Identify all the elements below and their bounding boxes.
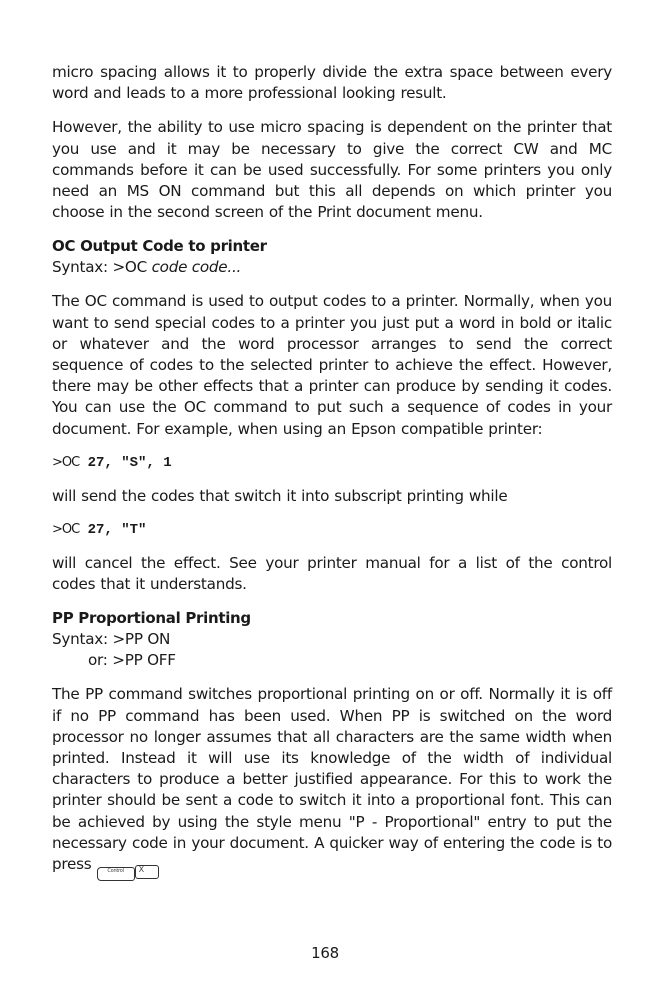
syntax-oc-args: code code...: [151, 258, 242, 277]
document-page: [52, 62, 612, 881]
oc-after-code-2: will cancel the effect. See your printer manual for a list of the control codes that it understands.: [52, 554, 612, 594]
section-oc: [52, 236, 612, 278]
pp-description: [52, 684, 612, 881]
oc-after-code-1: will send the codes that switch it into subscript printing while: [52, 486, 508, 505]
page-number: 168: [311, 944, 339, 962]
code-example-1: [52, 453, 612, 473]
x-key-icon: X: [135, 865, 159, 879]
code-prompt: >OC: [52, 522, 80, 538]
section-heading-oc: OC Output Code to printer: [52, 237, 267, 256]
control-key-icon: Control: [97, 867, 135, 881]
code-example-2: [52, 520, 612, 540]
syntax-oc-label: Syntax: >OC: [52, 258, 152, 277]
syntax-pp-on: Syntax: >PP ON: [52, 630, 171, 649]
code-args: 27, "T": [79, 522, 147, 539]
code-prompt: >OC: [52, 454, 80, 470]
section-pp: [52, 608, 612, 671]
syntax-oc: [52, 257, 612, 278]
pp-description-text: The PP command switches proportional printing on or off. Normally it is off if no PP command has been used. When PP is switched on the word processor no longer assumes that all characters are the same width when printed. Instead it will use its knowledge of the width of individual characters to produce a better justified appearance. For this to work the printer should be sent a code to switch it into a proportional font. This can be achieved by using the style menu "P - Proportional" entry to put the necessary code in your document. A quicker way of entering the code is to press: [52, 685, 612, 874]
intro-paragraph-1: micro spacing allows it to properly divide the extra space between every word and leads to a more professional looking result.: [52, 63, 612, 103]
intro-paragraph-2: However, the ability to use micro spacing is dependent on the printer that you use and it may be necessary to give the correct CW and MC commands before it can be used successfully. For some printers you only need an MS ON command but this all depends on which printer you choose in the second screen of the Print document menu.: [52, 118, 612, 222]
oc-description: The OC command is used to output codes to a printer. Normally, when you want to send special codes to a printer you just put a word in bold or italic or whatever and the word processor arranges to send the correct sequence of codes to the selected printer to achieve the effect. However, there may be other effects that a printer can produce by sending it codes. You can use the OC command to put such a sequence of codes in your document. For example, when using an Epson compatible printer:: [52, 292, 612, 438]
section-heading-pp: PP Proportional Printing: [52, 609, 251, 628]
syntax-pp-off: or: >PP OFF: [88, 651, 176, 670]
code-args: 27, "S", 1: [79, 454, 172, 471]
